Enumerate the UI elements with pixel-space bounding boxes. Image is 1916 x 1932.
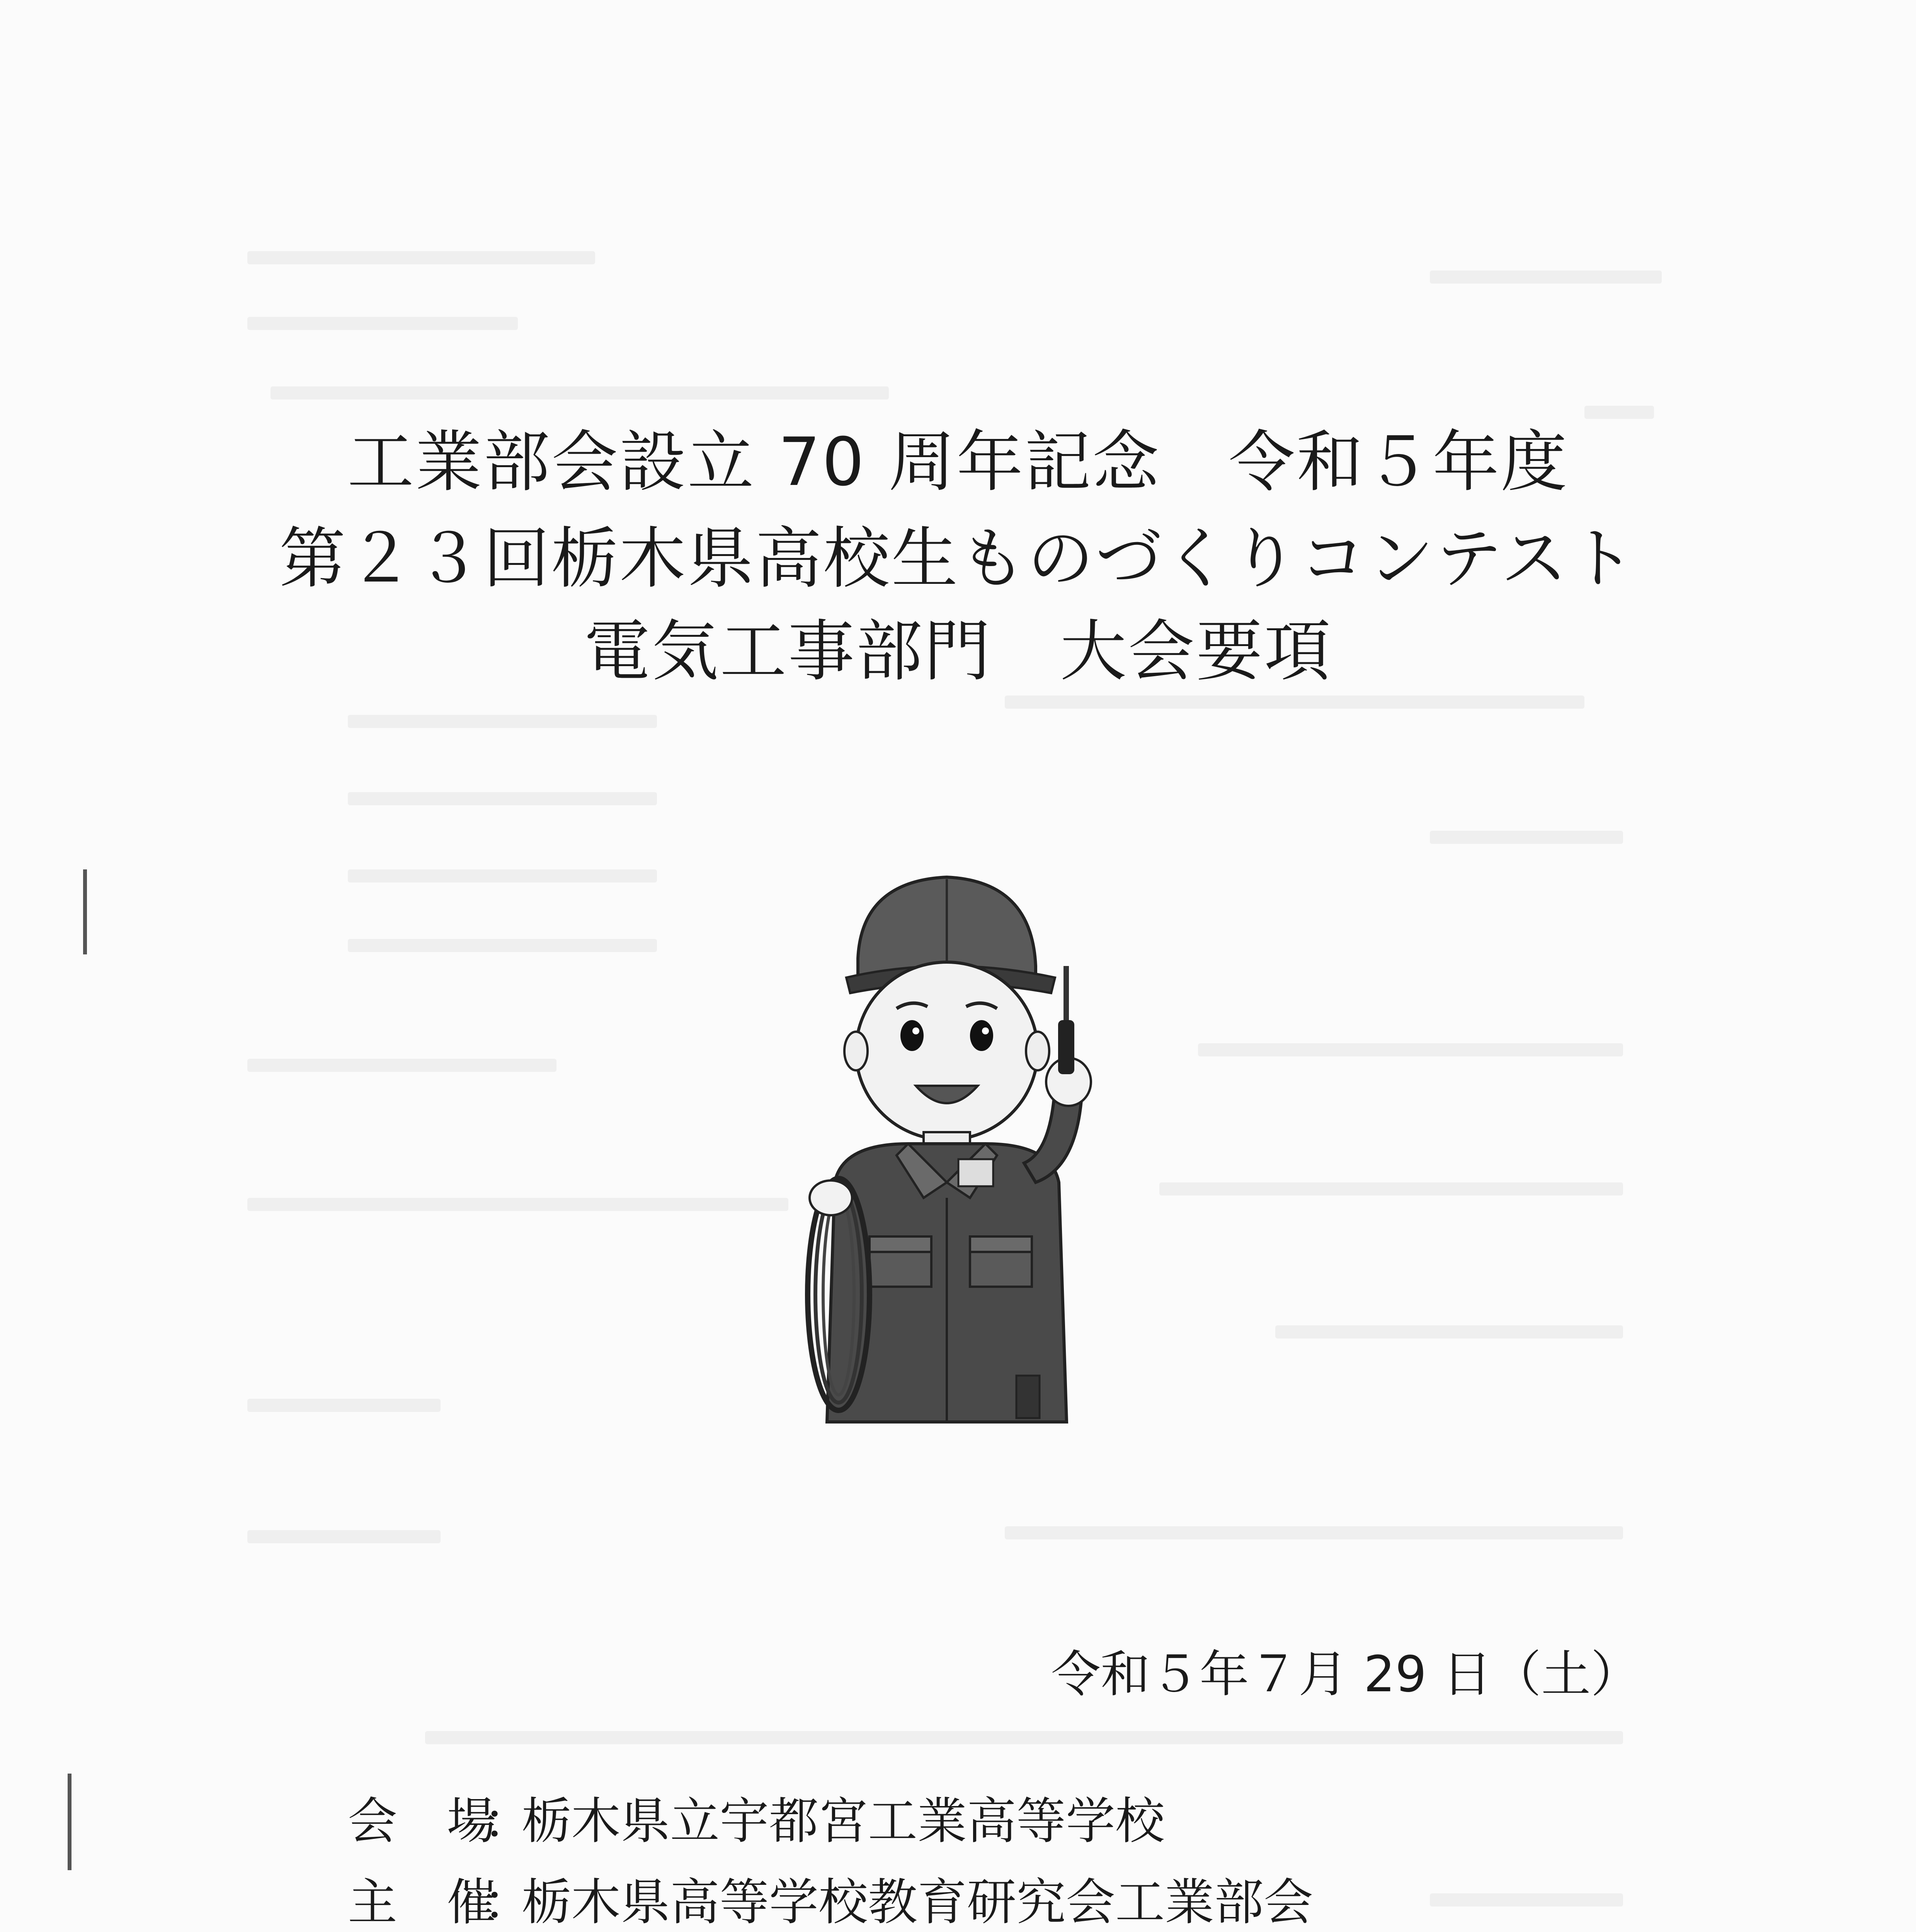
title-line-2: 第２３回栃木県高校生ものづくりコンテスト [279, 520, 1637, 597]
colon: ： [483, 1874, 533, 1931]
title-line-1: 工業部会設立 70 周年記念 令和５年度 [347, 423, 1569, 501]
electrician-worker-icon [784, 850, 1109, 1430]
scan-mark [68, 1774, 71, 1870]
venue-row [348, 1793, 1165, 1850]
colon: ： [483, 1793, 533, 1850]
host-row [348, 1874, 1314, 1931]
event-date: 令和５年７月 29 日（土） [1051, 1646, 1640, 1703]
venue-label: 会 場 [348, 1793, 497, 1850]
title-line-3: 電気工事部門 大会要項 [584, 612, 1332, 690]
scan-mark [83, 869, 87, 954]
host-label: 主 催 [348, 1874, 497, 1931]
venue-value: 栃木県立宇都宮工業高等学校 [522, 1793, 1165, 1850]
host-value: 栃木県高等学校教育研究会工業部会 [522, 1874, 1314, 1931]
